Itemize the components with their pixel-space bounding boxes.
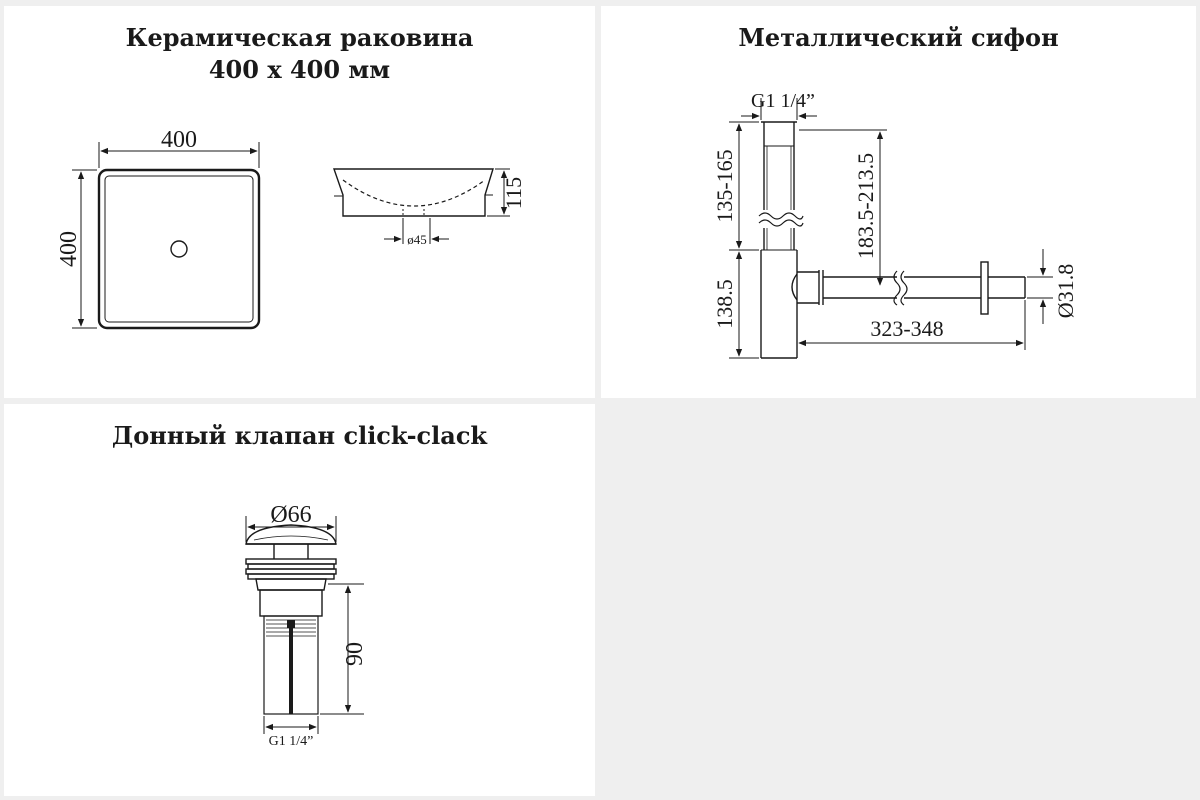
siphon-vertical-pipe bbox=[759, 122, 803, 358]
valve-cap-label: Ø66 bbox=[270, 502, 312, 528]
sink-drawing bbox=[4, 6, 595, 398]
siphon-outlet-pipe bbox=[792, 262, 1025, 314]
siphon-height-label: 183.5-213.5 bbox=[853, 152, 878, 260]
drain-hole-icon bbox=[171, 241, 187, 257]
siphon-upper-label: 135-165 bbox=[712, 149, 737, 223]
siphon-diameter-label: Ø31.8 bbox=[1053, 263, 1078, 319]
valve-title: Донный клапан click-clack bbox=[111, 421, 488, 450]
sink-title-line1: Керамическая раковина bbox=[125, 23, 474, 52]
valve-panel bbox=[4, 404, 595, 796]
sink-panel bbox=[4, 6, 595, 398]
sink-title-line2: 400 х 400 мм bbox=[208, 55, 391, 84]
siphon-title: Металлический сифон bbox=[738, 23, 1059, 52]
siphon-lower-label: 138.5 bbox=[712, 279, 737, 329]
valve-thread-dimension bbox=[264, 716, 318, 734]
sink-side-view bbox=[334, 169, 493, 216]
sink-height-label: 400 bbox=[56, 231, 82, 267]
valve-thread-label: G1 1/4” bbox=[268, 734, 314, 749]
valve-height-label: 90 bbox=[342, 642, 368, 666]
siphon-panel bbox=[601, 6, 1196, 398]
sink-depth-label: 115 bbox=[501, 176, 526, 210]
sink-drain-label: ø45 bbox=[407, 232, 427, 247]
valve-drawing bbox=[4, 404, 595, 796]
sink-width-label: 400 bbox=[161, 127, 197, 153]
siphon-diameter-dimension bbox=[1027, 249, 1053, 324]
valve-body bbox=[246, 525, 336, 714]
sink-top-view bbox=[99, 170, 259, 328]
siphon-drawing bbox=[601, 6, 1196, 398]
siphon-thread-label: G1 1/4” bbox=[751, 90, 815, 112]
siphon-length-label: 323-348 bbox=[870, 316, 944, 341]
